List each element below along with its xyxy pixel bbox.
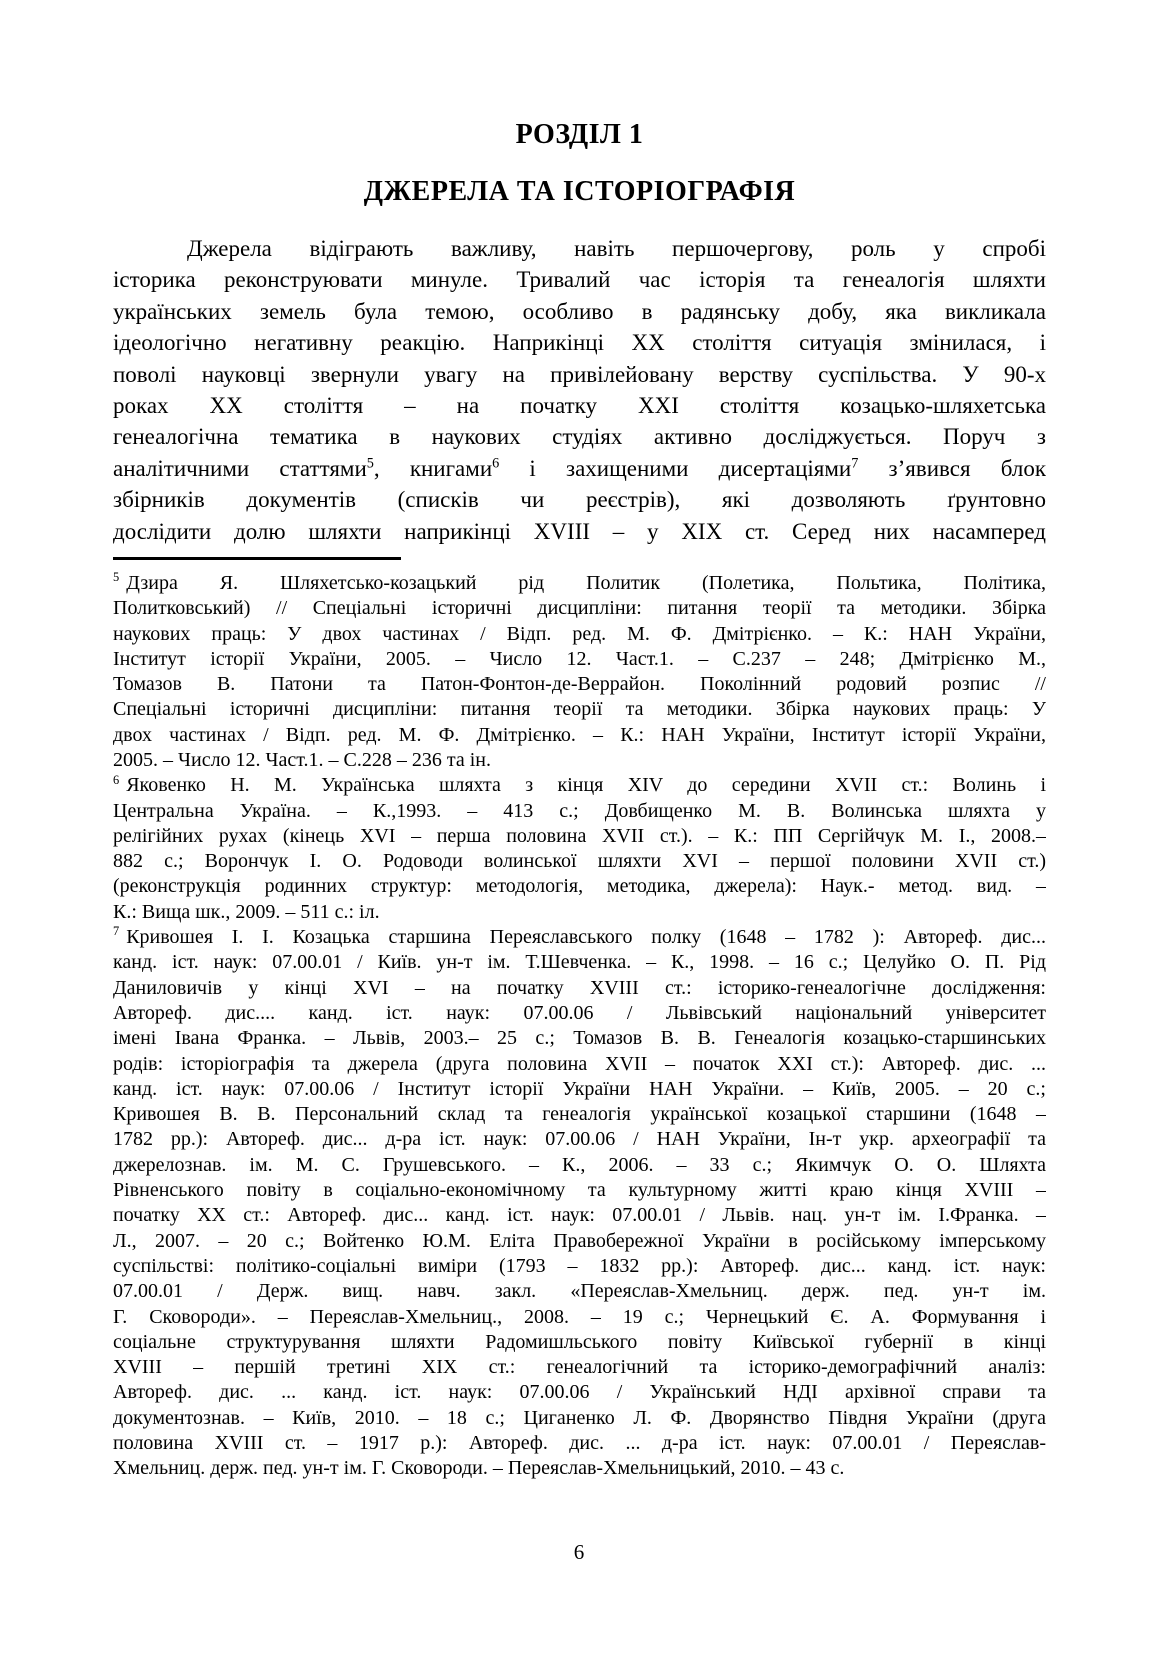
body-line: дослідити долю шляхти наприкінці XVIII – у XIX ст. Серед них насамперед [113, 518, 1046, 544]
body-line: поволі науковці звернули увагу на привілейовану верству суспільства. У 90-х [113, 361, 1046, 387]
section-heading: ДЖЕРЕЛА ТА ІСТОРІОГРАФІЯ [363, 176, 796, 207]
footnote-line: Автореф. дис. ... канд. іст. наук: 07.00.06 / Український НДІ архівної справи та [113, 1381, 1046, 1404]
footnote-line: джерелознав. ім. М. С. Грушевського. – К., 2006. – 33 с.; Якимчук О. О. Шляхта [113, 1153, 1046, 1176]
body-line: Джерела відіграють важливу, навіть першочергову, роль у спробі [187, 236, 1046, 261]
footnote-line: Кривошея В. В. Персональний склад та генеалогія української козацької старшини (1648 – [113, 1103, 1046, 1126]
footnote-line: Автореф. дис.... канд. іст. наук: 07.00.06 / Львівський національний університет [113, 1001, 1046, 1024]
footnote-line: Спеціальні історичні дисципліни: питання теорії та методики. Збірка наукових праць: У [113, 698, 1046, 721]
body-line: генеалогічна тематика в наукових студіях активно досліджується. Поруч з [113, 424, 1046, 450]
footnote-line: Рівненського повіту в соціально-економічному та культурному житті краю кінця XVIII – [113, 1179, 1046, 1202]
chapter-heading: РОЗДІЛ 1 [515, 119, 644, 150]
footnote-line: двох частинах / Відп. ред. М. Ф. Дмітрієнко. – К.: НАН України, Інститут історії України, [113, 723, 1046, 746]
footnote-line: половина XVIII ст. – 1917 р.): Автореф. дис. ... д-ра іст. наук: 07.00.01 / Переяслав- [113, 1432, 1046, 1454]
footnote-line: родів: історіографія та джерела (друга половина XVII – початок XXI ст.): Автореф. дис. ... [113, 1052, 1046, 1075]
footnote-line: $^5$ Дзира Я. Шляхетсько-козацький рід Политик (Полетика, Польтика, Політика, [113, 570, 1046, 594]
footnote-line: Інститут історії України, 2005. – Число 12. Част.1. – С.237 – 248; Дмітрієнко М., [113, 647, 1046, 670]
footnote-line: 07.00.01 / Держ. вищ. навч. закл. «Переяслав-Хмельниц. держ. пед. ун-т ім. [113, 1280, 1046, 1303]
footnote-line: 2005. – Число 12. Част.1. – С.228 – 236 та ін. [113, 748, 492, 771]
footnote-marker: 5 [113, 570, 120, 585]
footnote-line: документознав. – Київ, 2010. – 18 с.; Циганенко Л. Ф. Дворянство Півдня України (друга [113, 1406, 1046, 1429]
footnote-line: Центральна Україна. – К.,1993. – 413 с.; Довбищенко М. В. Волинська шляхта у [113, 799, 1046, 822]
footnote-line: канд. іст. наук: 07.00.06 / Інститут історії України НАН України. – Київ, 2005. – 20 с.; [113, 1077, 1046, 1100]
footnote-line: канд. іст. наук: 07.00.01 / Київ. ун-т ім. Т.Шевченка. – К., 1998. – 16 с.; Целуйко О. П. Рід [113, 951, 1046, 974]
footnote-line: Л., 2007. – 20 с.; Войтенко Ю.М. Еліта Правобережної України в російському імперському [113, 1229, 1046, 1252]
footnote-line: 882 с.; Ворончук І. О. Родоводи волинської шляхти XVI – першої половини XVII ст.) [113, 850, 1046, 873]
footnote-marker: 7 [113, 925, 120, 939]
footnote-reference[interactable]: 5 [366, 455, 374, 472]
footnote-line: Хмельниц. держ. пед. ун-т ім. Г. Сковороди. – Переяслав-Хмельницький, 2010. – 43 с. [113, 1457, 845, 1480]
footnote-line: Политковський) // Спеціальні історичні дисципліни: питання теорії та методики. Збірка [113, 597, 1046, 620]
body-line: аналітичними статтями$^5$, книгами$^6$ і захищеними дисертаціями$^7$ з’явився блок [113, 455, 1046, 481]
footnote-line: релігійних рухах (кінець XVI – перша половина XVII ст.). – К.: ПП Сергійчук М. І., 2008.– [113, 824, 1046, 847]
body-line: українських земель була темою, особливо в радянську добу, яка викликала [113, 298, 1046, 324]
footnote-reference[interactable]: 6 [492, 455, 500, 472]
body-paragraph [113, 233, 1046, 547]
footnote-line: наукових праць: У двох частинах / Відп. ред. М. Ф. Дмітрієнко. – К.: НАН України, [113, 622, 1046, 645]
footnote-marker: 6 [113, 773, 120, 787]
footnote-line: К.: Вища шк., 2009. – 511 с.: іл. [113, 900, 380, 923]
footnote-separator [113, 557, 401, 560]
footnote-line: імені Івана Франка. – Львів, 2003.– 25 с.; Томазов В. В. Генеалогія козацько-старшинських [113, 1027, 1046, 1050]
body-line: збірників документів (списків чи реєстрів), які дозволяють ґрунтовно [113, 487, 1046, 513]
footnote-line: (реконструкція родинних структур: методологія, методика, джерела): Наук.- метод. вид. – [113, 875, 1046, 898]
footnote-line: $^6$ Яковенко Н. М. Українська шляхта з кінця XIV до середини XVII ст.: Волинь і [113, 773, 1046, 797]
footnote-line: соціальне структурування шляхти Радомишльського повіту Київської губернії в кінці [113, 1330, 1046, 1353]
body-line: історика реконструювати минуле. Тривалий час історія та генеалогія шляхти [113, 267, 1046, 293]
body-line: роках XX століття – на початку XXI століття козацько-шляхетська [113, 392, 1046, 418]
footnote-line: XVIII – першій третині XIX ст.: генеалогічний та історико-демографічний аналіз: [113, 1356, 1046, 1379]
body-line: ідеологічно негативну реакцію. Наприкінці XX століття ситуація змінилася, і [113, 330, 1046, 356]
footnote-reference[interactable]: 7 [851, 455, 859, 472]
footnote-line: 1782 рр.): Автореф. дис... д-ра іст. наук: 07.00.06 / НАН України, Ін-т укр. археографії та [113, 1128, 1046, 1151]
footnote-line: початку XX ст.: Автореф. дис... канд. іст. наук: 07.00.01 / Львів. нац. ун-т ім. І.Франка. – [113, 1204, 1046, 1227]
page-number: 6 [573, 1540, 585, 1564]
footnote-line: Даниловичів у кінці XVI – на початку XVIII ст.: історико-генеалогічне дослідження: [113, 976, 1046, 999]
footnote-line: Томазов В. Патони та Патон-Фонтон-де-Веррайон. Поколінний родовий розпис // [113, 673, 1046, 696]
footnote-line: $^7$ Кривошея І. І. Козацька старшина Переяславського полку (1648 – 1782 ): Автореф. дис... [113, 925, 1046, 949]
footnote-line: Г. Сковороди». – Переяслав-Хмельниц., 2008. – 19 с.; Чернецький Є. А. Формування і [113, 1305, 1046, 1328]
footnotes-section [113, 571, 1046, 1482]
footnote-line: суспільстві: політико-соціальні виміри (1793 – 1832 рр.): Автореф. дис... канд. іст. наук: [113, 1254, 1046, 1277]
